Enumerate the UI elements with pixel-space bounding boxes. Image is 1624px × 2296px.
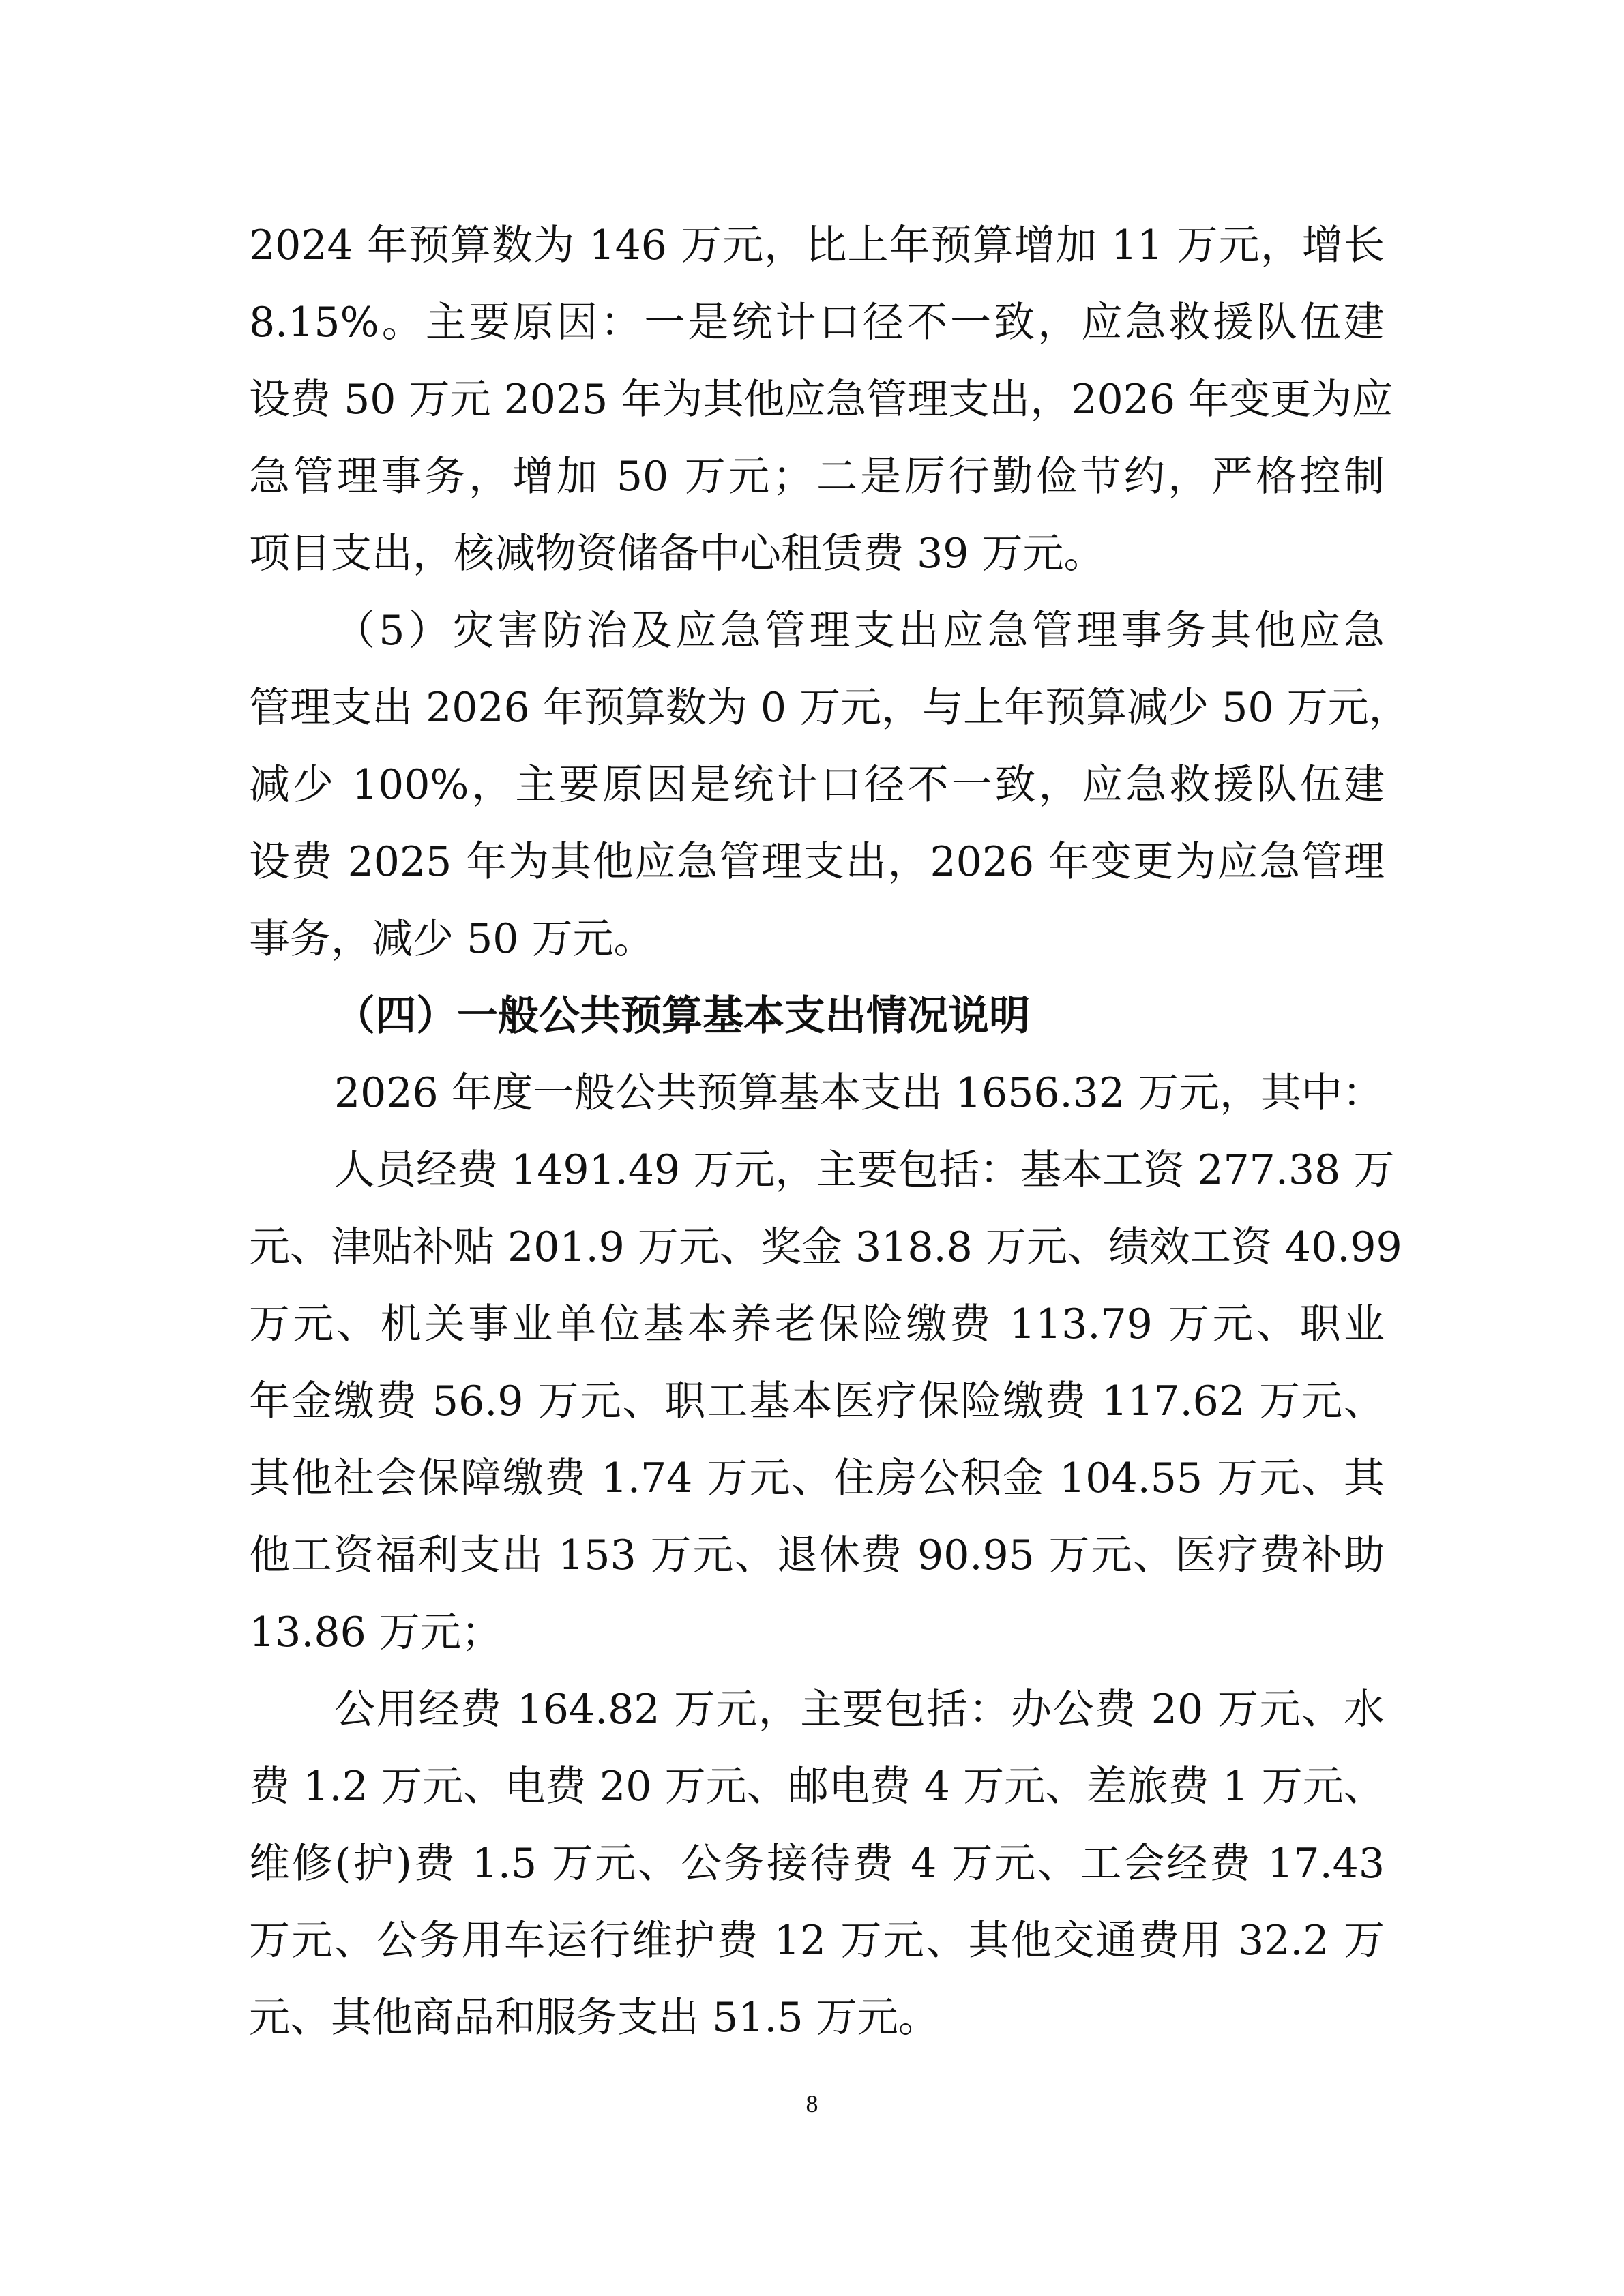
paragraph-line: 急管理事务，增加 50 万元；二是厉行勤俭节约，严格控制: [249, 453, 1385, 501]
paragraph-line: 年金缴费 56.9 万元、职工基本医疗保险缴费 117.62 万元、: [249, 1377, 1385, 1425]
paragraph-line: 管理支出 2026 年预算数为 0 万元，与上年预算减少 50 万元，: [249, 684, 1410, 732]
paragraph-line: 其他社会保障缴费 1.74 万元、住房公积金 104.55 万元、其: [249, 1455, 1385, 1502]
paragraph-line: 费 1.2 万元、电费 20 万元、邮电费 4 万元、差旅费 1 万元、: [249, 1763, 1385, 1810]
paragraph-line: 元、其他商品和服务支出 51.5 万元。: [249, 1994, 939, 2042]
paragraph-line: 元、津贴补贴 201.9 万元、奖金 318.8 万元、绩效工资 40.99: [249, 1223, 1402, 1271]
paragraph-line: 维修(护)费 1.5 万元、公务接待费 4 万元、工会经费 17.43: [249, 1840, 1385, 1888]
paragraph-line: 项目支出，核减物资储备中心租赁费 39 万元。: [249, 530, 1105, 578]
paragraph-line: 万元、公务用车运行维护费 12 万元、其他交通费用 32.2 万: [249, 1917, 1385, 1965]
paragraph-line: 2026 年度一般公共预算基本支出 1656.32 万元，其中：: [334, 1069, 1384, 1117]
paragraph-line: （5）灾害防治及应急管理支出应急管理事务其他应急: [334, 607, 1385, 655]
paragraph-line: 事务，减少 50 万元。: [249, 915, 655, 963]
paragraph-line: 2024 年预算数为 146 万元，比上年预算增加 11 万元，增长: [249, 222, 1385, 269]
paragraph-line: 设费 50 万元 2025 年为其他应急管理支出，2026 年变更为应: [249, 376, 1393, 423]
page-number: 8: [806, 2090, 818, 2117]
paragraph-line: 设费 2025 年为其他应急管理支出，2026 年变更为应急管理: [249, 838, 1385, 886]
paragraph-line: 8.15%。主要原因：一是统计口径不一致，应急救援队伍建: [249, 299, 1385, 346]
paragraph-line: 人员经费 1491.49 万元，主要包括：基本工资 277.38 万: [334, 1146, 1395, 1194]
paragraph-line: 他工资福利支出 153 万元、退休费 90.95 万元、医疗费补助: [249, 1532, 1385, 1579]
paragraph-line: 公用经费 164.82 万元，主要包括：办公费 20 万元、水: [334, 1686, 1385, 1733]
paragraph-line: 13.86 万元；: [249, 1609, 502, 1656]
section-heading: （四）一般公共预算基本支出情况说明: [334, 992, 1030, 1040]
paragraph-line: 万元、机关事业单位基本养老保险缴费 113.79 万元、职业: [249, 1300, 1385, 1348]
paragraph-line: 减少 100%，主要原因是统计口径不一致，应急救援队伍建: [249, 761, 1385, 809]
